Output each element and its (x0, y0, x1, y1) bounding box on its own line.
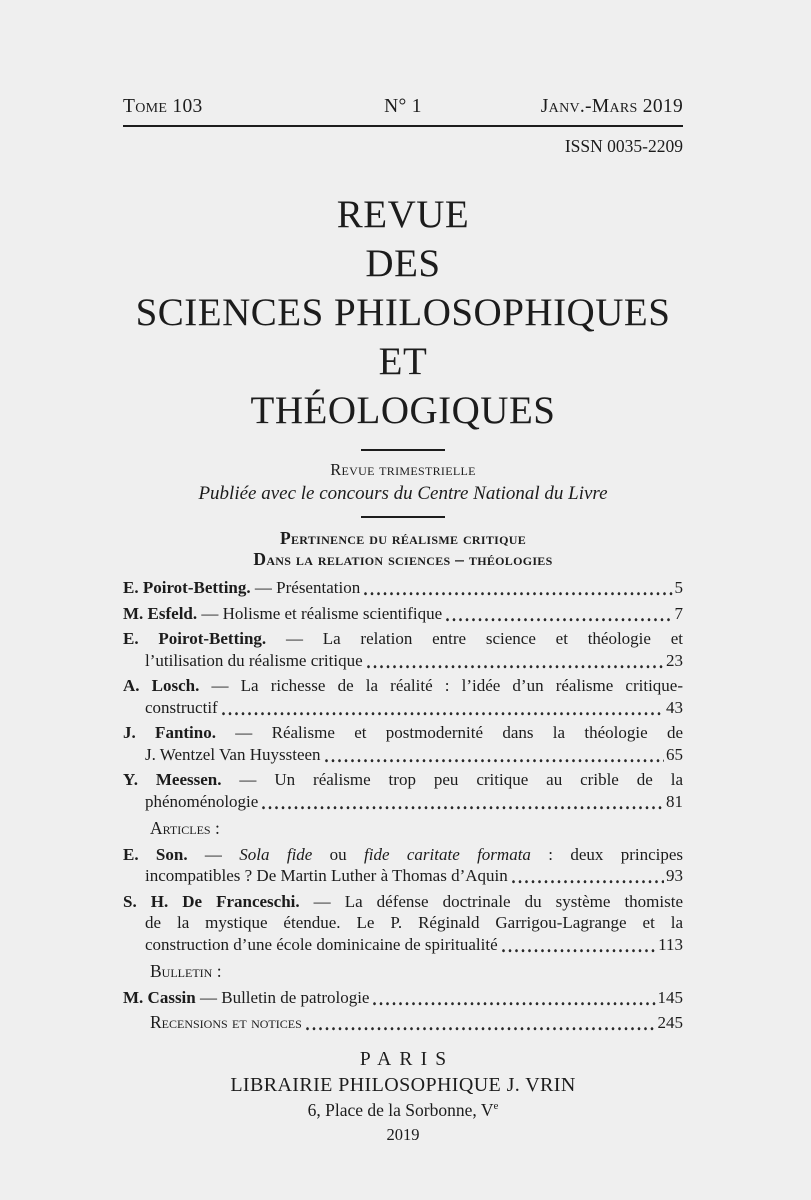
toc-line-text: M. Cassin — Bulletin de patrologie (123, 987, 370, 1007)
toc-line-text (145, 934, 498, 956)
toc-title-segment: constructif (145, 697, 218, 717)
toc-page-number: 5 (674, 578, 683, 597)
dot-leader (262, 795, 664, 812)
toc-line-text: J. Fantino. — Réalisme et postmodernité dans la théologie de (123, 723, 684, 742)
dot-leader (367, 654, 664, 671)
toc-line (123, 844, 683, 866)
toc-line (123, 603, 683, 625)
issue-number-label: N° 1 (384, 96, 422, 117)
dot-leader (306, 1017, 656, 1034)
toc-line-text: E. Son. — Sola fide ou fide caritate formata : deux principes (123, 844, 684, 864)
patronage-label: Publiée avec le concours du Centre National du Livre (198, 483, 608, 504)
toc-title-segment: La relation entre science et théologie et (322, 629, 683, 648)
toc-line-text (145, 697, 218, 719)
journal-title-line: THÉOLOGIQUES (250, 389, 556, 432)
toc-line-text (145, 865, 508, 887)
toc-entry (123, 722, 683, 765)
toc-line-text: E. Poirot-Betting. — La relation entre science et théologie et (123, 629, 683, 648)
toc-line (123, 865, 683, 887)
toc-title-segment: Présentation (276, 578, 361, 597)
toc-line (123, 722, 683, 744)
toc-line (123, 697, 683, 719)
title-divider (361, 449, 445, 451)
cover-content-column (123, 0, 683, 1145)
imprint-block (123, 1049, 683, 1145)
toc-title-segment: J. Wentzel Van Huyssteen (145, 744, 321, 764)
dot-leader (222, 701, 664, 718)
toc-entry (123, 603, 683, 625)
dossier-heading-line1: Pertinence du réalisme critique (279, 528, 527, 548)
toc-author: E. Poirot-Betting. (123, 629, 267, 648)
imprint-address (123, 1100, 683, 1121)
issue-date-label: Janv.-Mars 2019 (540, 96, 684, 117)
journal-title-line: SCIENCES PHILOSOPHIQUES (135, 291, 671, 334)
tome-label: Tome 103 (123, 96, 203, 117)
toc-page-number: 43 (666, 697, 683, 717)
toc-section-heading: Articles : (150, 818, 220, 838)
toc-page-number: 245 (657, 1013, 683, 1032)
toc-line-text: E. Poirot-Betting. — Présentation (123, 578, 361, 597)
toc-title-segment: l’utilisation du réalisme critique (145, 650, 363, 670)
masthead-issue-row (123, 0, 683, 118)
toc-title-segment: construction d’une école dominicaine de spiritualité (145, 934, 498, 954)
toc-line-text: S. H. De Franceschi. — La défense doctrinale du système thomiste (123, 891, 683, 911)
toc-page-number: 81 (666, 791, 683, 811)
toc-line (123, 744, 683, 766)
subtitle-divider (361, 516, 445, 518)
masthead-divider (123, 125, 683, 127)
toc-entry (123, 675, 683, 718)
toc-author: M. Esfeld. (123, 603, 198, 623)
dossier-heading-line2: Dans la relation sciences – théologies (253, 549, 553, 569)
dot-leader (502, 938, 656, 955)
dot-leader (373, 991, 655, 1008)
toc-title-segment: La richesse de la réalité : l’idée d’un réalisme critique- (240, 676, 684, 695)
toc-page-number: 93 (666, 866, 683, 885)
toc-page-number: 23 (666, 650, 683, 670)
periodicity-label: Revue trimestrielle (330, 460, 476, 479)
toc-author: Y. Meessen. (123, 770, 222, 789)
toc-title-segment: phénoménologie (145, 791, 259, 811)
toc-author: E. Son. (123, 844, 188, 864)
toc-title-segment: Holisme et réalisme scientifique (222, 603, 443, 623)
toc-entry (123, 769, 683, 812)
toc-title-segment: Bulletin de patrologie (221, 987, 370, 1007)
dot-leader (446, 607, 672, 624)
toc-line-text (145, 744, 321, 766)
toc-title-segment: Un réalisme trop peu critique au crible de la (274, 770, 683, 789)
toc-author: A. Losch. (123, 676, 200, 695)
journal-title (123, 190, 683, 435)
dot-leader (512, 870, 664, 887)
toc-entry (123, 577, 683, 599)
toc-line (123, 650, 683, 672)
toc-line-text: A. Losch. — La richesse de la réalité : l’idée d’un réalisme critique- (123, 676, 684, 695)
toc-title-segment: : deux principes (530, 844, 684, 864)
toc-line (123, 675, 683, 697)
toc-entry (123, 628, 683, 671)
toc-page-number: 65 (666, 744, 683, 764)
toc-author: E. Poirot-Betting. (123, 578, 251, 597)
toc-page-number: 7 (674, 603, 683, 623)
journal-title-line: REVUE (336, 193, 470, 236)
imprint-city: PARIS (359, 1048, 455, 1070)
journal-title-line: ET (378, 340, 428, 383)
toc-page-number: 113 (658, 934, 683, 954)
toc-line (123, 628, 683, 650)
toc-page-number: 145 (657, 987, 683, 1007)
toc-line-text: Y. Meessen. — Un réalisme trop peu critique au crible de la (123, 770, 683, 789)
toc-author: J. Fantino. (123, 723, 216, 742)
toc-entry (123, 987, 683, 1009)
toc-line (123, 891, 683, 913)
toc-line-text (145, 913, 683, 932)
dot-leader (364, 582, 672, 599)
toc-title-segment: Réalisme et postmodernité dans la théologie de (271, 723, 684, 742)
issn-label: ISSN 0035-2209 (564, 136, 683, 156)
toc-title-segment: Recensions et notices (150, 1012, 302, 1032)
toc-title-segment: ou (312, 844, 365, 864)
toc-title-segment: fide caritate formata (364, 844, 531, 864)
toc-line-text (150, 1012, 302, 1034)
imprint-address-superscript: e (493, 1099, 499, 1112)
imprint-publisher: LIBRAIRIE PHILOSOPHIQUE J. VRIN (230, 1073, 576, 1096)
toc (123, 577, 683, 1034)
toc-entry (123, 1012, 683, 1034)
imprint-year: 2019 (386, 1124, 420, 1144)
toc-title-segment: incompatibles ? De Martin Luther à Thomas d’Aquin (145, 866, 508, 885)
toc-line (123, 577, 683, 599)
dossier-heading (123, 528, 683, 570)
toc-title-segment: de la mystique étendue. Le P. Réginald Garrigou-Lagrange et la (145, 913, 683, 932)
toc-author: S. H. De Franceschi. (123, 891, 300, 911)
toc-line (123, 791, 683, 813)
toc-line (123, 987, 683, 1009)
toc-line-text (145, 650, 363, 672)
journal-title-line: DES (365, 242, 441, 285)
toc-line-text: M. Esfeld. — Holisme et réalisme scientifique (123, 603, 443, 623)
toc-line (123, 1012, 683, 1034)
toc-line (123, 934, 683, 956)
toc-author: M. Cassin (123, 987, 196, 1007)
toc-section-heading: Bulletin : (150, 961, 222, 981)
imprint-address-main: 6, Place de la Sorbonne, V (307, 1099, 494, 1120)
toc-line (123, 769, 683, 791)
toc-title-segment: Sola fide (239, 844, 313, 864)
toc-title-segment: La défense doctrinale du système thomiste (344, 891, 683, 911)
toc-line (123, 912, 683, 934)
toc-line-text (145, 791, 258, 813)
toc-entry (123, 891, 683, 956)
toc-entry (123, 844, 683, 887)
dot-leader (325, 748, 664, 765)
